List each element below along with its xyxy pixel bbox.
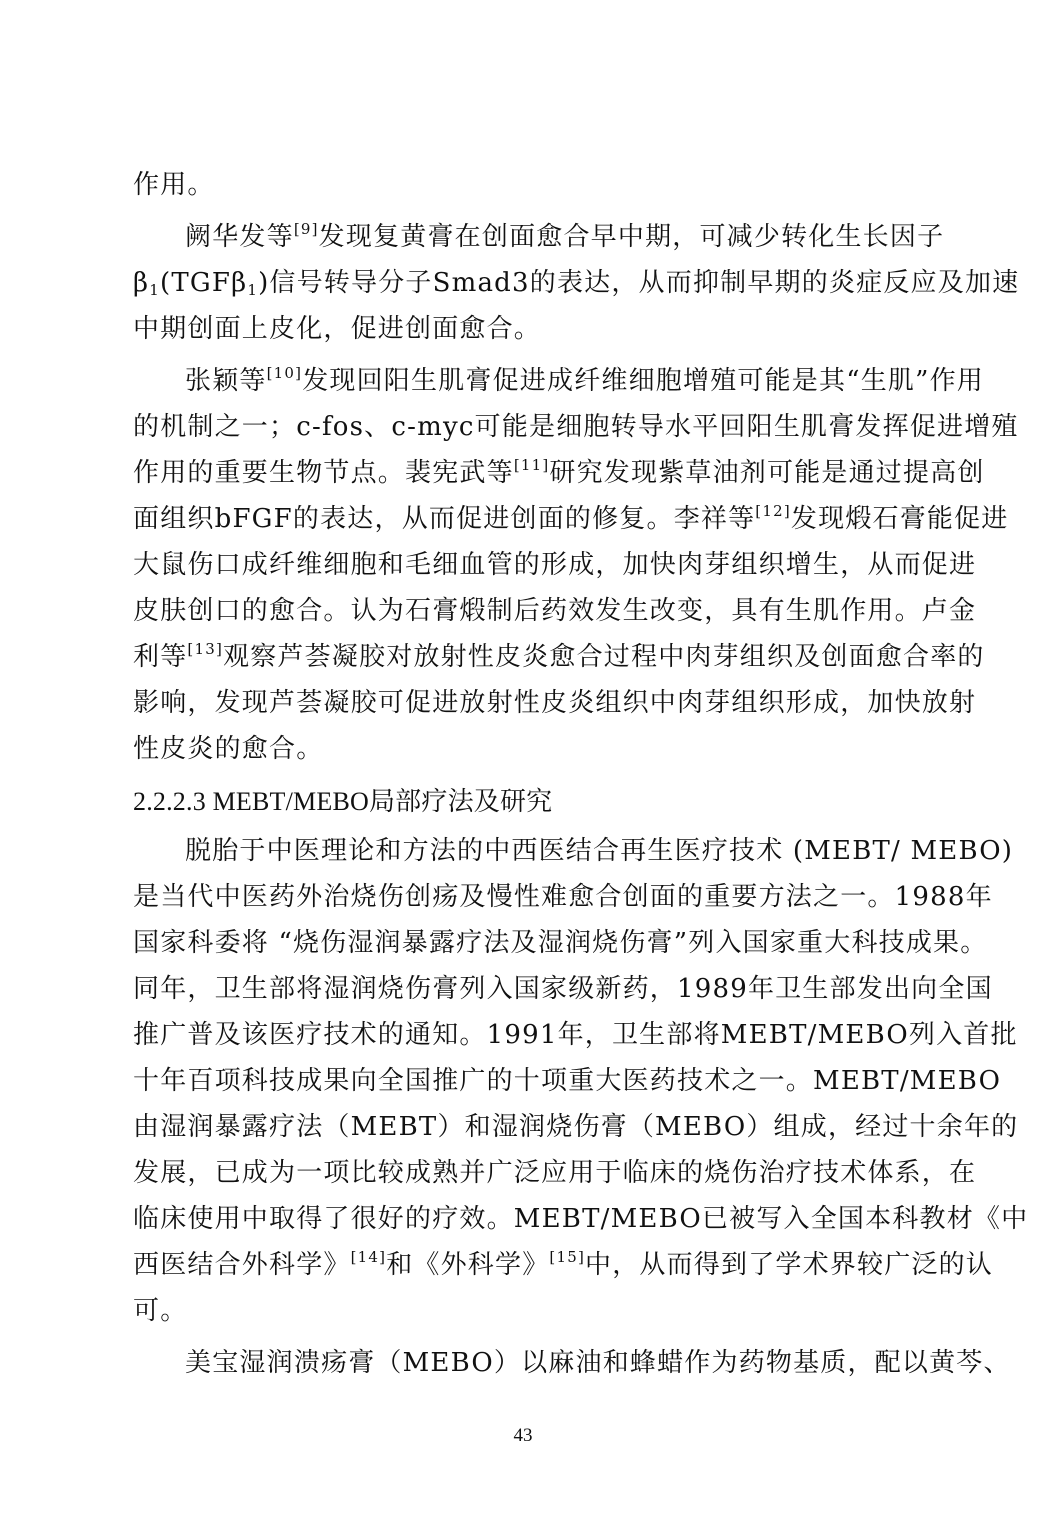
paragraph-line — [133, 1155, 976, 1191]
text-run: 发现复黄膏在创面愈合早中期，可减少转化生长因子 — [318, 222, 945, 252]
text-run: 研究发现紫草油剂可能是通过提高创 — [549, 458, 985, 488]
text-run: 观察芦荟凝胶对放射性皮炎愈合过程中肉芽组织及创面愈合率的 — [223, 642, 985, 672]
citation-ref: [13] — [187, 640, 223, 658]
text-run: 西医结合外科学》 — [133, 1250, 351, 1280]
paragraph-line — [133, 1201, 1028, 1237]
text-run: 皮肤创口的愈合。认为石膏煅制后药效发生改变，具有生肌作用。卢金 — [133, 596, 977, 626]
text-run: 脱胎于中医理论和方法的中西医结合再生医疗技术 (MEBT/ MEBO) — [185, 836, 1014, 866]
text-run: 面组织bFGF的表达，从而促进创面的修复。李祥等 — [133, 504, 756, 534]
text-run: 是当代中医药外治烧伤创疡及慢性难愈合创面的重要方法之一。1988年 — [133, 882, 993, 912]
paragraph-line — [133, 547, 976, 583]
text-run: 同年，卫生部将湿润烧伤膏列入国家级新药，1989年卫生部发出向全国 — [133, 974, 993, 1004]
text-run: 大鼠伤口成纤维细胞和毛细血管的形成，加快肉芽组织增生，从而促进 — [133, 550, 977, 580]
paragraph-line — [133, 167, 215, 203]
citation-ref: [9] — [293, 220, 319, 238]
paragraph-line — [185, 833, 1013, 869]
paragraph-line — [133, 409, 1019, 445]
text-run: 国家科委将 “烧伤湿润暴露疗法及湿润烧伤膏”列入国家重大科技成果。 — [133, 928, 988, 958]
paragraph-line — [133, 879, 993, 915]
text-run: 张颖等 — [185, 366, 267, 396]
paragraph-line — [133, 685, 976, 721]
text-run: 发现回阳生肌膏促进成纤维细胞增殖可能是其“生肌”作用 — [302, 366, 984, 396]
section-heading — [133, 784, 552, 820]
citation-ref: [15] — [549, 1248, 585, 1266]
text-run: β — [133, 268, 150, 298]
text-run: 可。 — [133, 1296, 188, 1326]
paragraph-line — [133, 1017, 1018, 1053]
text-run: 利等 — [133, 642, 188, 672]
heading-text: 2.2.2.3 MEBT/MEBO局部疗法及研究 — [133, 787, 553, 816]
text-run: 中，从而得到了学术界较广泛的认 — [585, 1250, 994, 1280]
paragraph-line — [133, 1109, 1018, 1145]
citation-ref: [12] — [755, 502, 791, 520]
subscript: 1 — [149, 281, 160, 299]
paragraph-line — [133, 593, 976, 629]
page-number: 43 — [513, 1425, 533, 1446]
paragraph-line — [185, 219, 944, 255]
text-run: 影响，发现芦荟凝胶可促进放射性皮炎组织中肉芽组织形成，加快放射 — [133, 688, 977, 718]
text-run: 由湿润暴露疗法（MEBT）和湿润烧伤膏（MEBO）组成，经过十余年的 — [133, 1112, 1019, 1142]
citation-ref: [11] — [513, 456, 550, 474]
paragraph-line — [185, 363, 984, 399]
subscript: 1 — [247, 281, 259, 299]
text-run: 作用。 — [133, 170, 215, 200]
paragraph-line — [133, 265, 1019, 301]
paragraph-line — [133, 1063, 1001, 1099]
paragraph-line — [133, 501, 1009, 537]
paragraph-line — [133, 731, 323, 767]
paragraph-line — [133, 925, 987, 961]
text-run: 美宝湿润溃疡膏（MEBO）以麻油和蜂蜡作为药物基质，配以黄芩、 — [185, 1348, 1011, 1378]
text-run: (TGFβ — [159, 268, 248, 298]
paragraph-line — [133, 971, 993, 1007]
text-run: 和《外科学》 — [386, 1250, 550, 1280]
text-run: 的机制之一；c-fos、c-myc可能是细胞转导水平回阳生肌膏发挥促进增殖 — [133, 412, 1019, 442]
paragraph-line — [133, 1247, 993, 1283]
text-run: 十年百项科技成果向全国推广的十项重大医药技术之一。MEBT/MEBO — [133, 1066, 1002, 1096]
text-run: 发现煅石膏能促进 — [790, 504, 1009, 534]
text-run: 发展，已成为一项比较成熟并广泛应用于临床的烧伤治疗技术体系，在 — [133, 1158, 977, 1188]
text-run: 推广普及该医疗技术的通知。1991年，卫生部将MEBT/MEBO列入首批 — [133, 1020, 1018, 1050]
text-run: 作用的重要生物节点。裴宪武等 — [133, 458, 514, 488]
paragraph-line — [185, 1345, 1011, 1381]
paragraph-line — [133, 1293, 187, 1329]
citation-ref: [10] — [266, 364, 303, 382]
text-run: )信号转导分子Smad3的表达，从而抑制早期的炎症反应及加速 — [258, 268, 1020, 298]
text-run: 阙华发等 — [185, 222, 294, 252]
text-run: 性皮炎的愈合。 — [133, 734, 324, 764]
text-run: 临床使用中取得了很好的疗效。MEBT/MEBO已被写入全国本科教材《中 — [133, 1204, 1029, 1234]
text-run: 中期创面上皮化，促进创面愈合。 — [133, 314, 542, 344]
citation-ref: [14] — [350, 1248, 387, 1266]
paragraph-line — [133, 639, 985, 675]
paragraph-line — [133, 455, 985, 491]
paragraph-line — [133, 311, 541, 347]
